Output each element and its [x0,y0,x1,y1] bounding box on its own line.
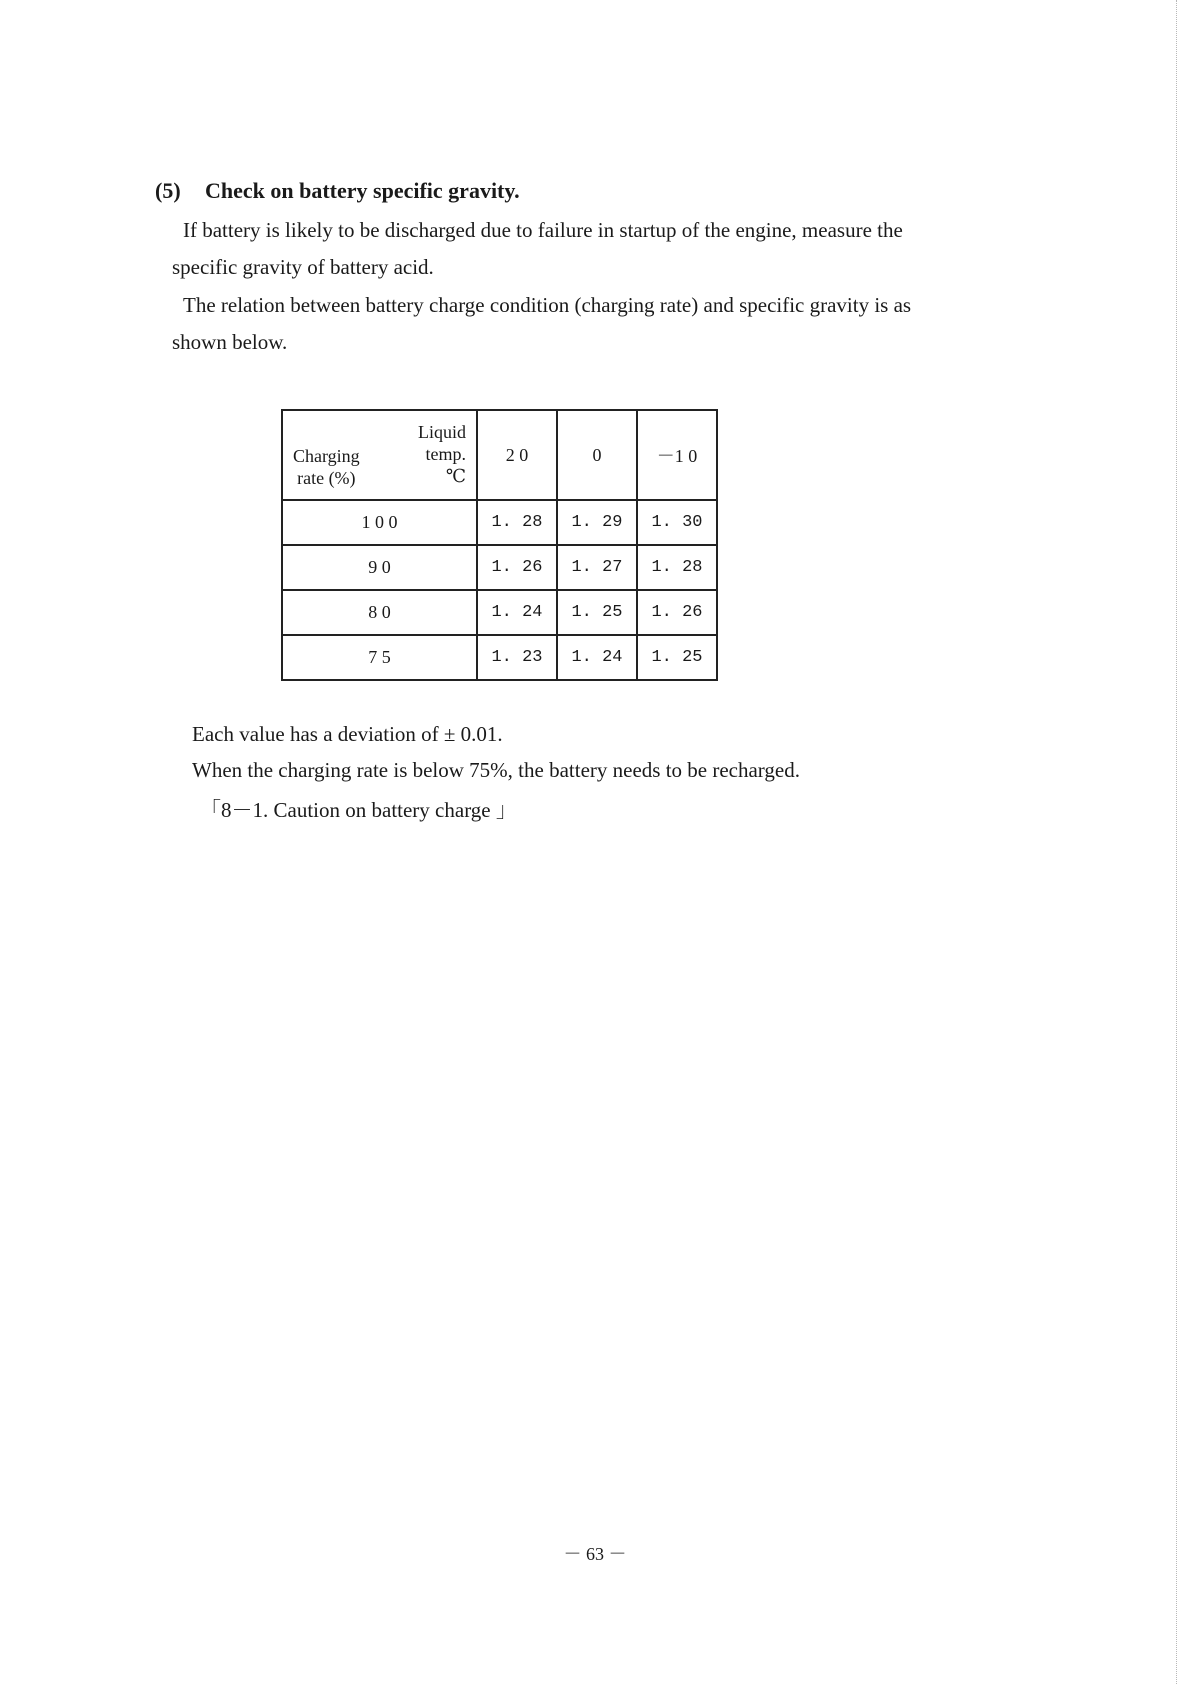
page-edge-mark [1176,0,1177,1684]
gravity-cell: 1. 26 [477,545,557,590]
gravity-cell: 1. 23 [477,635,557,680]
specific-gravity-table [281,409,718,681]
temp-header-cell: 2 0 [477,410,557,500]
gravity-cell: 1. 24 [477,590,557,635]
table-row [282,500,717,545]
paragraph-line: shown below. [172,330,288,354]
rate-cell: 7 5 [282,635,477,680]
table-header-row [282,410,717,500]
gravity-cell: 1. 25 [557,590,637,635]
paragraph-measure [172,212,1043,286]
paragraph-line: If battery is likely to be discharged due to failure in startup of the engine, measure the [183,218,903,242]
gravity-cell: 1. 30 [637,500,717,545]
table-row [282,590,717,635]
rate-cell: 1 0 0 [282,500,477,545]
section-title: Check on battery specific gravity. [205,178,520,203]
section-number: (5) [155,178,181,203]
rate-cell: 9 0 [282,545,477,590]
temp-header-cell: －1 0 [637,410,717,500]
charging-rate-label: Charging rate (%) [293,446,360,488]
gravity-cell: 1. 27 [557,545,637,590]
gravity-cell: 1. 28 [637,545,717,590]
rate-cell: 8 0 [282,590,477,635]
paragraph-line: specific gravity of battery acid. [172,255,434,279]
gravity-cell: 1. 24 [557,635,637,680]
table-corner-cell [282,410,477,500]
table-row [282,635,717,680]
gravity-cell: 1. 26 [637,590,717,635]
temp-header-cell: 0 [557,410,637,500]
recharge-note: When the charging rate is below 75%, the battery needs to be recharged. [192,758,800,782]
liquid-temp-label: Liquid temp. ℃ [418,422,466,486]
gravity-cell: 1. 28 [477,500,557,545]
page-number: － 63 － [563,1544,627,1564]
deviation-note: Each value has a deviation of ± 0.01. [192,722,503,746]
section-heading [155,178,520,204]
cross-reference: 「8－1. Caution on battery charge 」 [200,798,517,822]
paragraph-line: The relation between battery charge condition (charging rate) and specific gravity is as [183,293,912,317]
gravity-cell: 1. 25 [637,635,717,680]
paragraph-relation [172,287,1043,361]
gravity-cell: 1. 29 [557,500,637,545]
table-row [282,545,717,590]
